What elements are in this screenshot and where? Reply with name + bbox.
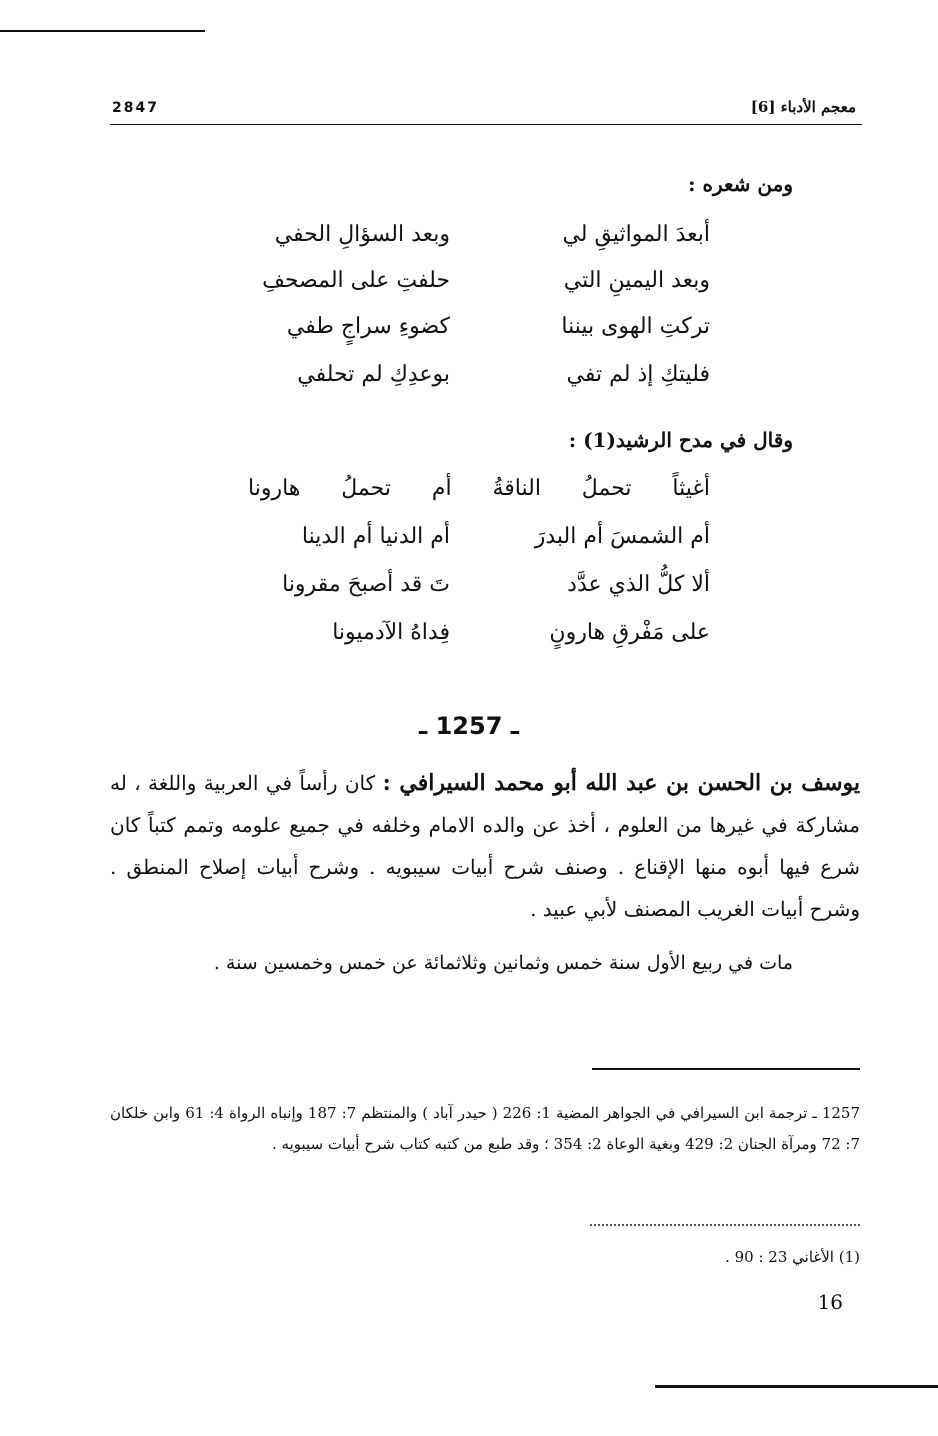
poem2-intro: وقال في مدح الرشيد(1) :	[568, 428, 793, 452]
poem1-verse-3-first: تركتِ الهوى بيننا	[561, 314, 710, 339]
poem2-verse-3-first: ألا كلُّ الذي عدَّد	[567, 572, 710, 597]
footnote-rule	[592, 1068, 860, 1070]
header-page-number: 2847	[112, 100, 159, 116]
entry-biography	[110, 762, 860, 930]
poem2-verse-3-second: تَ قد أصبحَ مقرونا	[282, 572, 450, 597]
poem1-intro: ومن شعره :	[688, 172, 793, 196]
poem1-verse-2-first: وبعد اليمينِ التي	[563, 268, 710, 293]
poem2-verse-1: أغيثاً تحملُ الناقةُ أم تحملُ هارونا	[248, 476, 710, 501]
footnote-1: (1) الأغاني 23 : 90 .	[725, 1248, 860, 1266]
footnote-main: 1257 ـ ترجمة ابن السيرافي في الجواهر المضية 1: 226 ( حيدر آباد ) والمنتظم 7: 187 وإنباه الرواة 4: 61 وابن خلكان 7: 72 ومرآة الجنان 2: 429 وبغية الوعاة 2: 354 ؛ وقد طبع من كتبه كتاب شرح أبيات سيبويه .	[110, 1104, 861, 1153]
poem1-verse-1-second: وبعد السؤالِ الحفي	[274, 222, 450, 247]
poem2-verse-2-second: أم الدنيا أم الدينا	[301, 524, 450, 549]
poem2-verse-4-first: على مَفْرقِ هارونٍ	[549, 620, 710, 645]
entry-name: يوسف بن الحسن بن عبد الله أبو محمد السيرافي :	[382, 770, 860, 796]
entry-body: كان رأساً في العربية واللغة ، له مشاركة في غيرها من العلوم ، أخذ عن والده الامام وخلفه في جميع علومه وتمم كتباً كان شرع فيها أبوه منها الإقناع . وصنف شرح أبيات سيبويه . وشرح أبيات إصلاح المنطق . وشرح أبيات الغريب المصنف لأبي عبيد .	[110, 771, 860, 921]
header-rule	[110, 124, 862, 125]
poem2-verse-4-second: فِداهُ الآدميونا	[332, 620, 450, 645]
poem2-verse-2-first: أم الشمسَ أم البدرَ	[534, 524, 710, 549]
footnote-dotted-rule	[590, 1224, 860, 1226]
bottom-rule	[655, 1385, 938, 1388]
poem1-verse-1-first: أبعدَ المواثيقِ لي	[562, 222, 710, 247]
signature-mark: 16	[817, 1290, 843, 1314]
entry-number: ـ 1257 ـ	[419, 712, 519, 740]
top-rule	[0, 30, 205, 32]
poem1-verse-2-second: حلفتِ على المصحفِ	[262, 268, 450, 293]
header-book-title: معجم الأدباء [6]	[750, 98, 856, 116]
poem1-verse-4-first: فليتكِ إذ لم تفي	[566, 362, 710, 387]
poem1-verse-4-second: بوعدِكِ لم تحلفي	[297, 362, 450, 387]
entry-death: مات في ربيع الأول سنة خمس وثمانين وثلاثمائة عن خمس وخمسين سنة .	[213, 952, 793, 974]
poem1-verse-3-second: كضوءِ سراجٍ طفي	[286, 314, 450, 339]
